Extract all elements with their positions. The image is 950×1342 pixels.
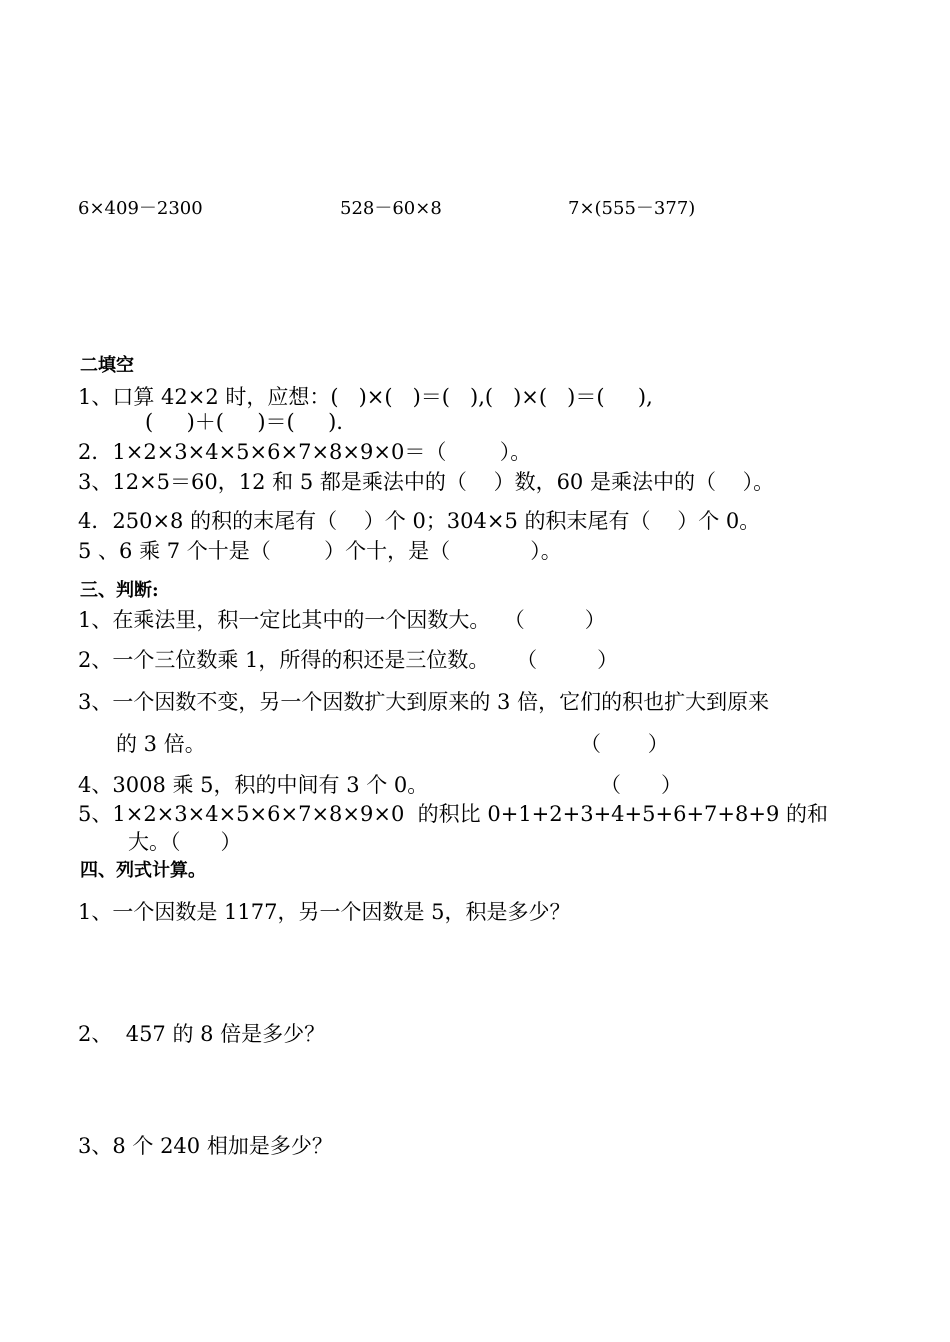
calc-expression-3: 7×(555－377)	[568, 198, 696, 219]
fill-question-3: 3、12×5＝60，12 和 5 都是乘法中的（ ）数，60 是乘法中的（ ）。	[78, 470, 775, 494]
fill-question-5: 5 、6 乘 7 个十是（ ）个十，是（ ）。	[78, 539, 562, 563]
section-judge-title: 三、判断:	[80, 580, 159, 601]
fill-question-4: 4．250×8 的积的末尾有（ ）个 0；304×5 的积末尾有（ ）个 0。	[78, 509, 761, 533]
fill-question-1-cont: ( )＋( )＝( ).	[145, 410, 343, 434]
judge-question-3-answer: （ ）	[580, 732, 669, 756]
judge-question-3-cont: 的 3 倍。	[116, 732, 206, 756]
judge-question-4-answer: （ ）	[600, 773, 683, 797]
calc-expression-2: 528－60×8	[340, 198, 442, 219]
fill-question-1: 1、口算 42×2 时，应想：( )×( )＝( ),( )×( )＝( ),	[78, 385, 653, 409]
judge-question-1: 1、在乘法里，积一定比其中的一个因数大。 （ ）	[78, 608, 606, 632]
section-column-title: 四、列式计算。	[80, 860, 206, 881]
column-question-2: 2、 457 的 8 倍是多少？	[78, 1022, 326, 1046]
column-question-3: 3、8 个 240 相加是多少？	[78, 1134, 333, 1158]
judge-question-4: 4、3008 乘 5，积的中间有 3 个 0。	[78, 773, 429, 797]
judge-question-5-cont: 大。（ ）	[128, 830, 242, 854]
judge-question-3: 3、一个因数不变，另一个因数扩大到原来的 3 倍，它们的积也扩大到原来	[78, 690, 770, 714]
column-question-1: 1、一个因数是 1177，另一个因数是 5，积是多少？	[78, 900, 571, 924]
section-fill-title: 二填空	[80, 355, 134, 376]
calc-expression-1: 6×409－2300	[78, 198, 203, 219]
fill-question-2: 2．1×2×3×4×5×6×7×8×9×0＝（ ）。	[78, 440, 532, 464]
judge-question-2: 2、一个三位数乘 1，所得的积还是三位数。 （ ）	[78, 648, 619, 672]
judge-question-5: 5、1×2×3×4×5×6×7×8×9×0 的积比 0+1+2+3+4+5+6+7+8+9 的和	[78, 802, 829, 826]
